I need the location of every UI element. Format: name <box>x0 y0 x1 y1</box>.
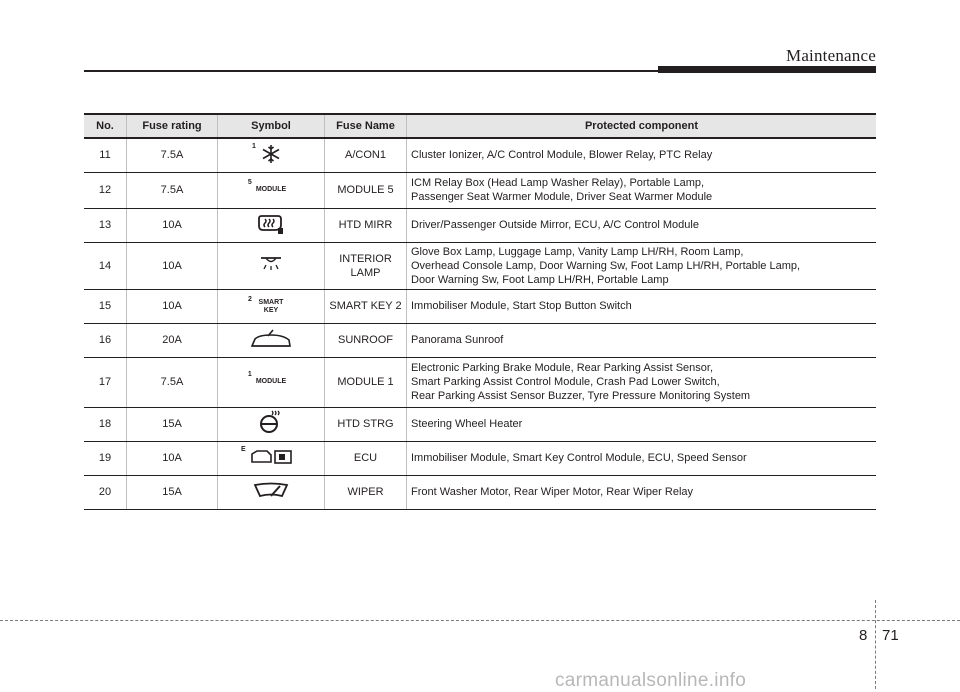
protected-component <box>407 138 877 172</box>
protected-component-line: Door Warning Sw, Foot Lamp LH/RH, Portable Lamp <box>411 273 669 286</box>
footer-page-divider <box>875 600 876 689</box>
fuse-symbol <box>218 208 325 242</box>
protected-component-line: Rear Parking Assist Sensor Buzzer, Tyre Pressure Monitoring System <box>411 390 751 402</box>
column-header-no: No. <box>84 114 127 138</box>
fuse-name: ECU <box>325 441 407 475</box>
fuse-number: 17 <box>84 357 127 407</box>
section-title: Maintenance <box>786 46 876 65</box>
fuse-rating: 7.5A <box>127 172 218 208</box>
fuse-name: HTD STRG <box>325 407 407 441</box>
table-row <box>84 289 876 323</box>
module-icon <box>247 178 287 202</box>
symbol-superscript: 1 <box>247 371 252 378</box>
table-row <box>84 441 876 475</box>
fuse-symbol <box>218 407 325 441</box>
watermark: carmanualsonline.info <box>555 670 747 691</box>
table-row <box>84 208 876 242</box>
fuse-rating: 15A <box>127 475 218 509</box>
chapter-number: 8 <box>859 627 868 644</box>
protected-component-line: Overhead Console Lamp, Door Warning Sw, Foot Lamp LH/RH, Portable Lamp, <box>411 259 801 272</box>
protected-component-line: Glove Box Lamp, Luggage Lamp, Vanity Lamp LH/RH, Room Lamp, <box>411 245 744 258</box>
protected-component-line: Immobiliser Module, Start Stop Button Switch <box>411 300 632 312</box>
protected-component-line: Steering Wheel Heater <box>411 418 523 430</box>
fuse-rating: 15A <box>127 407 218 441</box>
smart-key-icon <box>248 295 286 319</box>
fuse-rating: 10A <box>127 441 218 475</box>
heated-mirror-icon <box>256 212 286 236</box>
protected-component <box>407 407 877 441</box>
fuse-name: A/CON1 <box>325 138 407 172</box>
fuse-number: 16 <box>84 323 127 357</box>
protected-component-line: ICM Relay Box (Head Lamp Washer Relay), Portable Lamp, <box>411 177 705 189</box>
column-header-fuse-rating: Fuse rating <box>127 114 218 138</box>
fuse-rating: 20A <box>127 323 218 357</box>
protected-component-line: Smart Parking Assist Control Module, Crash Pad Lower Switch, <box>411 376 720 388</box>
fuse-symbol <box>218 289 325 323</box>
protected-component <box>407 172 877 208</box>
column-header-protected-component: Protected component <box>407 114 877 138</box>
protected-component-line: Electronic Parking Brake Module, Rear Parking Assist Sensor, <box>411 362 714 374</box>
fuse-symbol <box>218 475 325 509</box>
fuse-symbol <box>218 242 325 289</box>
table-row <box>84 475 876 509</box>
protected-component-line: Front Washer Motor, Rear Wiper Motor, Rear Wiper Relay <box>411 486 694 498</box>
fuse-number: 19 <box>84 441 127 475</box>
fuse-number: 12 <box>84 172 127 208</box>
symbol-text: SMART KEY <box>258 298 284 314</box>
fuse-table <box>84 113 876 510</box>
fuse-name: SUNROOF <box>325 323 407 357</box>
protected-component-line: Immobiliser Module, Smart Key Control Module, ECU, Speed Sensor <box>411 452 747 464</box>
protected-component-line: Panorama Sunroof <box>411 334 504 346</box>
symbol-superscript: 1 <box>252 142 256 150</box>
table-row <box>84 242 876 289</box>
protected-component <box>407 357 877 407</box>
column-header-fuse-name: Fuse Name <box>325 114 407 138</box>
protected-component <box>407 323 877 357</box>
fuse-rating: 10A <box>127 289 218 323</box>
fuse-number: 15 <box>84 289 127 323</box>
fuse-name: WIPER <box>325 475 407 509</box>
column-header-symbol: Symbol <box>218 114 325 138</box>
table-row <box>84 172 876 208</box>
ac-snowflake-icon <box>252 142 282 166</box>
protected-component-line: Cluster Ionizer, A/C Control Module, Blower Relay, PTC Relay <box>411 149 713 162</box>
module-icon <box>247 370 287 394</box>
fuse-number: 18 <box>84 407 127 441</box>
protected-component <box>407 242 877 289</box>
protected-component <box>407 441 877 475</box>
fuse-number: 11 <box>84 138 127 172</box>
protected-component <box>407 475 877 509</box>
symbol-superscript: E <box>241 445 246 453</box>
fuse-name: INTERIOR LAMP <box>325 242 407 289</box>
fuse-rating: 10A <box>127 208 218 242</box>
fuse-symbol <box>218 172 325 208</box>
table-row <box>84 138 876 172</box>
fuse-name: MODULE 5 <box>325 172 407 208</box>
fuse-rating: 10A <box>127 242 218 289</box>
symbol-superscript: 2 <box>248 295 252 303</box>
header-rule <box>84 70 664 72</box>
protected-component-line: Driver/Passenger Outside Mirror, ECU, A/C Control Module <box>411 219 699 231</box>
heated-steering-icon <box>258 410 284 434</box>
table-row <box>84 407 876 441</box>
fuse-number: 13 <box>84 208 127 242</box>
fuse-symbol <box>218 357 325 407</box>
wiper-icon <box>252 479 290 503</box>
protected-component <box>407 208 877 242</box>
symbol-text: MODULE <box>255 378 287 385</box>
protected-component <box>407 289 877 323</box>
fuse-name: HTD MIRR <box>325 208 407 242</box>
fuse-name: MODULE 1 <box>325 357 407 407</box>
page-number: 71 <box>882 627 899 644</box>
footer-divider <box>0 620 960 621</box>
ecu-icon <box>241 445 293 469</box>
fuse-number: 14 <box>84 242 127 289</box>
fuse-name: SMART KEY 2 <box>325 289 407 323</box>
fuse-symbol <box>218 138 325 172</box>
fuse-symbol <box>218 323 325 357</box>
table-header-row <box>84 114 876 138</box>
sunroof-icon <box>249 327 293 351</box>
table-row <box>84 323 876 357</box>
table-row <box>84 357 876 407</box>
symbol-superscript: 5 <box>247 179 252 186</box>
protected-component-line: Passenger Seat Warmer Module, Driver Seat Warmer Module <box>411 191 713 203</box>
fuse-rating: 7.5A <box>127 357 218 407</box>
interior-lamp-icon <box>257 252 285 276</box>
fuse-rating: 7.5A <box>127 138 218 172</box>
fuse-symbol <box>218 441 325 475</box>
symbol-text: MODULE <box>255 186 287 193</box>
header-rule-accent <box>658 66 876 73</box>
fuse-number: 20 <box>84 475 127 509</box>
